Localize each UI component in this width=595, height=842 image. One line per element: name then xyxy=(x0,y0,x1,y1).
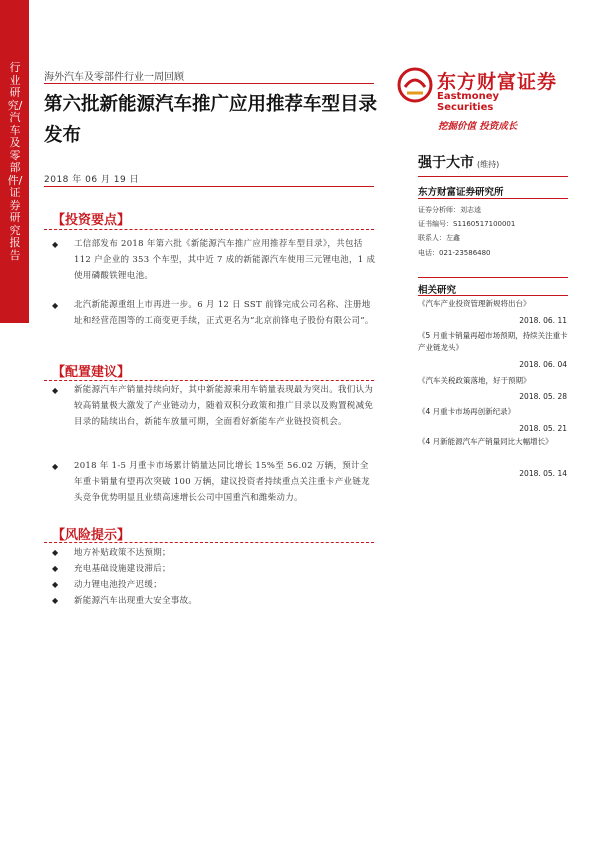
risk-item: 充电基础设施建设滞后； xyxy=(74,564,171,574)
brand-slogan: 挖掘价值 投资成长 xyxy=(438,121,518,132)
brand-name-en: Eastmoney Securities xyxy=(437,91,500,113)
bullet-icon: ◆ xyxy=(52,301,59,310)
related-item-date: 2018. 05. 21 xyxy=(519,424,567,433)
related-item-date: 2018. 05. 14 xyxy=(519,469,567,478)
report-category: 海外汽车及零部件行业一周回顾 xyxy=(44,72,184,83)
phone: 电话：021-23586480 xyxy=(418,249,491,257)
invest-point: 工信部发布 2018 年第六批《新能源汽车推广应用推荐车型目录》，共包括 112 户企业的 353 个车型，其中近 7 成的新能源汽车使用三元锂电池，1 成使用磷酸铁锂电池。 xyxy=(74,239,376,282)
related-divider-top xyxy=(418,277,568,278)
section-divider xyxy=(44,542,374,543)
related-item-date: 2018. 06. 04 xyxy=(519,360,567,369)
brand-name-cn: 东方财富证券 xyxy=(437,71,558,93)
related-item-date: 2018. 05. 28 xyxy=(519,392,567,401)
rating-note: (维持) xyxy=(477,160,500,169)
section-heading-invest: 【投资要点】 xyxy=(52,213,131,228)
bullet-icon: ◆ xyxy=(52,386,59,395)
brand-logo xyxy=(397,67,557,111)
section-divider xyxy=(44,380,374,381)
institute-name: 东方财富证券研究所 xyxy=(418,187,504,198)
risk-item: 新能源汽车出现重大安全事故。 xyxy=(74,596,198,606)
section-heading-risk: 【风险提示】 xyxy=(52,528,131,543)
sidebar-label: 行业研究/汽车及零部件/证券研究报告 xyxy=(7,61,23,262)
section-heading-allocation: 【配置建议】 xyxy=(52,365,131,380)
section-divider xyxy=(44,229,374,230)
header-divider xyxy=(44,83,374,84)
rating-label: 强于大市 xyxy=(418,155,474,171)
rating xyxy=(418,152,499,172)
bullet-icon: ◆ xyxy=(52,564,59,573)
page-title: 第六批新能源汽车推广应用推荐车型目录发布 xyxy=(44,94,378,146)
related-item-title[interactable]: 《汽车关税政策落地，好于预期》 xyxy=(418,376,531,385)
allocation-point: 新能源汽车产销量持续向好，其中新能源乘用车销量表现最为突出。我们认为较高销量极大激发了产业链动力，随着双积分政策和推广目录以及购置税减免目录的陆续出台，新能车放量可期，全面看好新能车产业链投资机会。 xyxy=(74,385,374,428)
related-item-title[interactable]: 《5 月重卡销量再超市场预期，持续关注重卡产业链龙头》 xyxy=(418,331,568,352)
related-item-date: 2018. 06. 11 xyxy=(519,316,567,325)
rating-divider xyxy=(418,176,568,177)
allocation-point: 2018 年 1-5 月重卡市场累计销量达同比增长 15%至 56.02 万辆，预计全年重卡销量有望再次突破 100 万辆，建议投资者持续重点关注重卡产业链龙头竞争优势明显且业绩高速增长公司中国重汽和潍柴动力。 xyxy=(74,461,370,504)
date-divider xyxy=(44,186,374,187)
sidebar-band xyxy=(0,0,29,323)
cert-number: 证书编号：S1160517100001 xyxy=(418,220,516,228)
bullet-icon: ◆ xyxy=(52,548,59,557)
related-item-title[interactable]: 《4 月新能源汽车产销量同比大幅增长》 xyxy=(418,437,553,446)
bullet-icon: ◆ xyxy=(52,580,59,589)
institute-divider xyxy=(418,198,568,199)
contact: 联系人：左鑫 xyxy=(418,234,460,242)
bullet-icon: ◆ xyxy=(52,240,59,249)
bullet-icon: ◆ xyxy=(52,462,59,471)
related-item-title[interactable]: 《4 月重卡市场再创新纪录》 xyxy=(418,407,516,416)
related-item-title[interactable]: 《汽车产业投资管理新规将出台》 xyxy=(418,299,531,308)
invest-point: 北汽新能源重组上市再进一步。6 月 12 日 SST 前锋完成公司名称、注册地址和经营范围等的工商变更手续，正式更名为“北京前锋电子股份有限公司”。 xyxy=(74,300,374,327)
related-heading: 相关研究 xyxy=(418,285,457,296)
risk-item: 地方补贴政策不达预期； xyxy=(74,548,171,558)
report-date: 2018 年 06 月 19 日 xyxy=(44,175,140,185)
related-divider xyxy=(418,295,568,296)
risk-item: 动力锂电池投产迟缓； xyxy=(74,580,163,590)
eastmoney-logo-icon xyxy=(397,67,433,103)
bullet-icon: ◆ xyxy=(52,596,59,605)
analyst: 证券分析师：刘志逵 xyxy=(418,206,481,214)
